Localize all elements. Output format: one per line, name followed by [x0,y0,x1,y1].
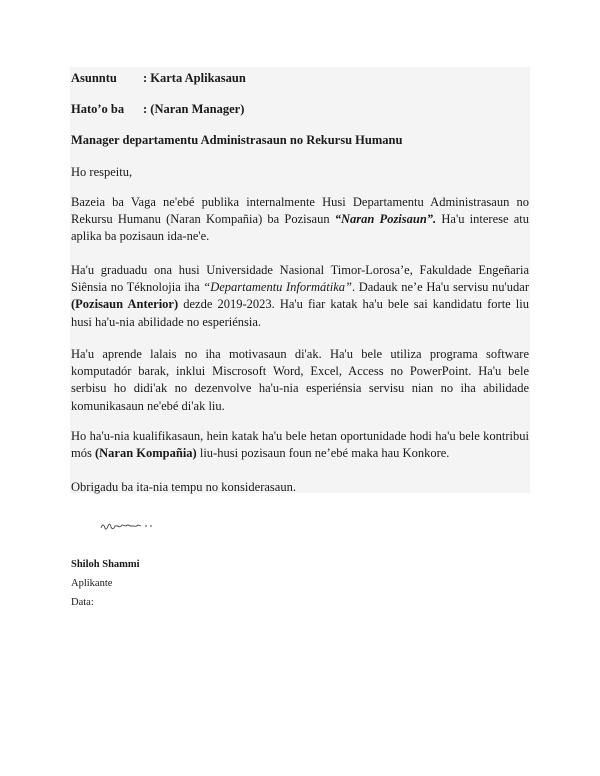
p2-department: “Departamentu Informátika” [203,280,352,295]
p1-text-b: Ha'u interese atu aplika ba pozisaun ida-ne'e. [71,212,529,244]
to-line [71,101,244,118]
signature-scribble [100,520,154,534]
signer-name: Shiloh Shammi [71,559,140,570]
p2-text-c: dezde 2019-2023. Ha'u fiar katak ha'u bele sai kandidatu forte liu husi ha'u-nia abilidade no esperiénsia. [71,297,530,329]
paragraph-3: Ha'u aprende lalais no iha motivasaun di'ak. Ha'u bele utiliza programa software komputadór barak, inklui Miscrosoft Word, Excel, Access no PowerPoint. Ha'u bele serbisu ho didi'ak no dezenvolve ha'u-nia esperiénsia servisu nian no iha abilidade komunikasaun ne'ebé di'ak liu. [71,347,529,413]
p4-text-a: Ho ha'u-nia kualifikasaun, hein katak ha'u bele hetan oportunidade hodi ha'u bele kontribui mós [71,429,529,461]
recipient-line: Manager departamentu Administrasaun no Rekursu Humanu [71,133,403,147]
subject-label: Asunntu [71,71,117,85]
subject-line [71,70,246,87]
paragraph-2 [71,262,529,331]
signer-role: Aplikante [71,578,113,589]
greeting: Ho respeitu, [71,165,133,179]
p1-position-name: “Naran Pozisaun”. [334,212,437,227]
p2-text-b: . Dadauk ne’e Ha'u servisu nu'udar [352,280,529,295]
to-value: : (Naran Manager) [143,102,245,116]
p2-text-a: Ha'u graduadu ona husi Universidade Nasional Timor-Lorosa’e, Fakuldade Engeñaria Siênsia no Téknolojia iha [71,263,529,295]
p1-text-a: Bazeia ba Vaga ne'ebé publika internalmente Husi Departamentu Administrasaun no Rekursu Humanu (Naran Kompañia) ba Pozisaun [71,195,529,227]
p4-text-b: liu-husi pozisaun foun ne’ebé maka hau Konkore. [196,446,450,461]
paragraph-1 [71,194,529,246]
to-label: Hato’o ba [71,102,125,116]
date-label: Data: [71,597,94,608]
closing-line: Obrigadu ba ita-nia tempu no konsiderasaun. [71,480,296,494]
subject-value: : Karta Aplikasaun [143,71,246,85]
p4-company-name: (Naran Kompañia) [94,446,197,461]
p2-previous-position: (Pozisaun Anterior) [71,297,179,312]
paragraph-4 [71,428,529,462]
